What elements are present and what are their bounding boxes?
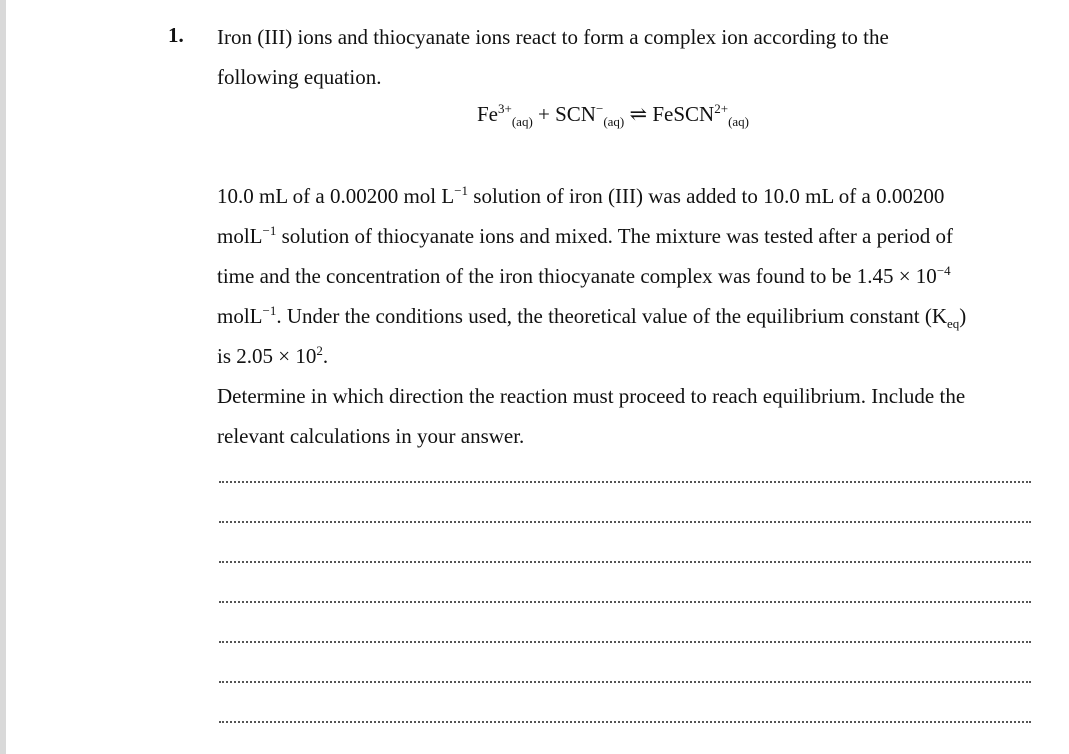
question-number: 1. — [168, 23, 184, 47]
para2-line-2: relevant calculations in your answer. — [217, 424, 525, 448]
para1-l1-text-a: 10.0 mL of a 0.00200 mol L — [217, 184, 455, 208]
equation-fe-charge: 3+ — [498, 101, 512, 116]
para1-l4-subscript: eq — [947, 316, 960, 331]
para1-l4-exponent: −1 — [262, 303, 277, 318]
equation-fe: Fe — [477, 102, 498, 126]
answer-line[interactable] — [219, 641, 1031, 643]
para2-line-1: Determine in which direction the reaction must proceed to reach equilibrium. Include the — [217, 384, 966, 408]
equation-product-charge: 2+ — [714, 101, 729, 116]
para1-l2-text-b: solution of thiocyanate ions and mixed. The mixture was tested after a period of — [276, 224, 954, 248]
equation-scn: + SCN — [532, 102, 596, 126]
para1-l2-exponent: −1 — [262, 223, 277, 238]
para1-l1-text-b: solution of iron (III) was added to 10.0 mL of a 0.00200 — [468, 184, 945, 208]
equation-state-1: (aq) — [511, 114, 533, 129]
para1-line-1 — [217, 182, 944, 210]
para1-l4-text-b: . Under the conditions used, the theoretical value of the equilibrium constant (K — [276, 304, 947, 328]
page-left-edge — [0, 0, 6, 754]
answer-line[interactable] — [219, 601, 1031, 603]
para1-l3-exponent: −4 — [936, 263, 951, 278]
equation-scn-charge: − — [595, 101, 604, 116]
para1-l5-exponent: 2 — [316, 343, 323, 358]
answer-line[interactable] — [219, 481, 1031, 483]
para1-l5-text-a: is 2.05 × 10 — [217, 344, 317, 368]
para1-line-3 — [217, 262, 951, 290]
para1-line-4 — [217, 302, 966, 330]
equation-product: ⇌ FeSCN — [624, 102, 715, 126]
answer-line[interactable] — [219, 561, 1031, 563]
chemical-equation — [477, 100, 749, 128]
answer-line[interactable] — [219, 681, 1031, 683]
para1-l1-exponent: −1 — [454, 183, 469, 198]
para1-l2-text-a: molL — [217, 224, 263, 248]
para1-line-2 — [217, 222, 953, 250]
para1-l4-text-a: molL — [217, 304, 263, 328]
answer-line[interactable] — [219, 721, 1031, 723]
equation-state-2: (aq) — [603, 114, 625, 129]
para1-l3-text-a: time and the concentration of the iron thiocyanate complex was found to be 1.45 × 10 — [217, 264, 937, 288]
para1-l4-text-c: ) — [959, 304, 967, 328]
para1-l5-text-b: . — [322, 344, 329, 368]
answer-line[interactable] — [219, 521, 1031, 523]
intro-line-2: following equation. — [217, 65, 382, 89]
equation-state-3: (aq) — [728, 114, 749, 129]
para1-line-5 — [217, 342, 328, 370]
intro-line-1: Iron (III) ions and thiocyanate ions react to form a complex ion according to the — [217, 25, 889, 49]
